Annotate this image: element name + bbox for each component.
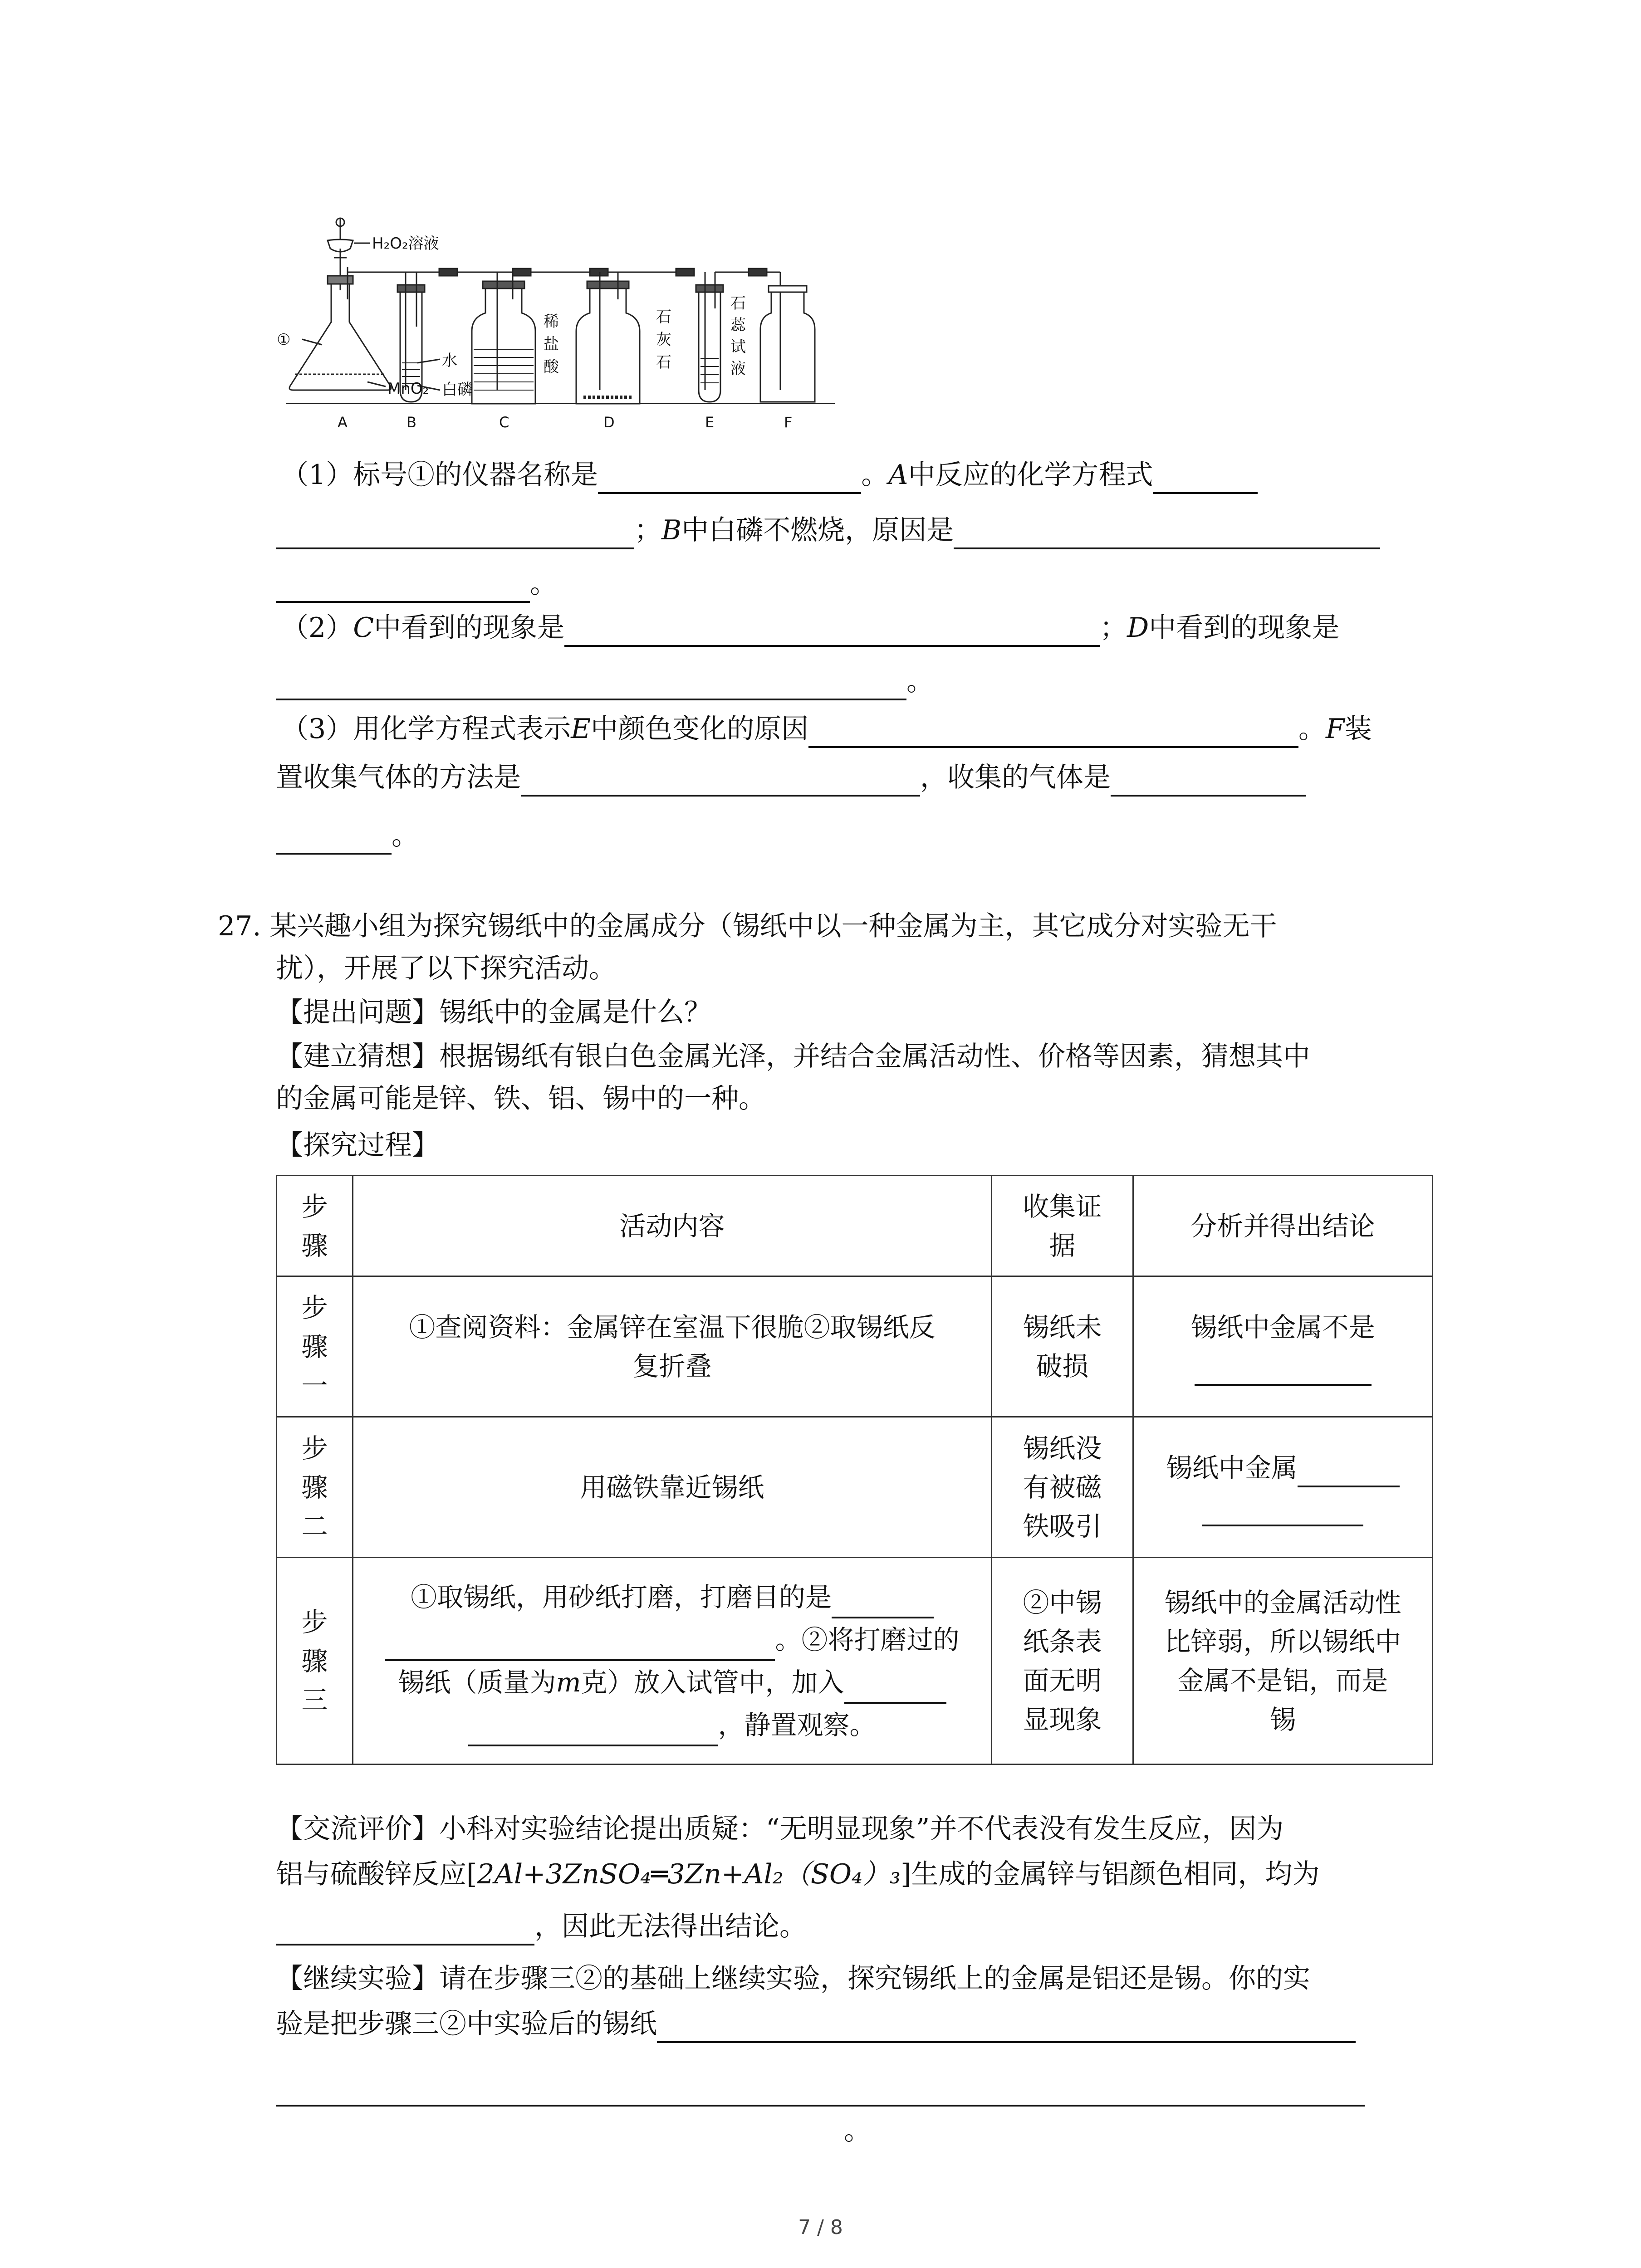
q27-hypothesis-line1: 【建立猜想】根据锡纸有银白色金属光泽，并结合金属活动性、价格等因素，猜想其中	[276, 1041, 1310, 1072]
table-header-row	[277, 1176, 1433, 1276]
marker-1-label: ①	[277, 331, 291, 349]
q26-part3-line2: 置收集气体的方法是 ，收集的气体是	[276, 758, 1306, 797]
header-content: 活动内容	[353, 1176, 992, 1276]
label-c: C	[499, 414, 509, 431]
q26-part2-line2: 。	[276, 662, 934, 700]
label-e: E	[705, 414, 715, 431]
answer-blank-gas-cont[interactable]	[276, 825, 392, 855]
process-table	[276, 1175, 1433, 1765]
answer-blank-reagent-cont[interactable]	[468, 1718, 718, 1746]
answer-blank-equation-a-cont[interactable]	[276, 519, 634, 549]
bottle-c	[472, 286, 535, 404]
answer-blank-polish-purpose-cont[interactable]	[385, 1633, 775, 1661]
acid-label-3: 酸	[544, 358, 559, 376]
acid-label-1: 稀	[544, 313, 559, 331]
q26-part1-line1: （1）标号①的仪器名称是 。A中反应的化学方程式	[281, 456, 1258, 494]
answer-blank-gas[interactable]	[1111, 767, 1306, 797]
step-three-content: ①取锡纸，用砂纸打磨，打磨目的是 。②将打磨过的 锡纸（质量为m克）放入试管中，加入 ，静置观察。	[353, 1558, 992, 1765]
limestone-label-2: 灰	[656, 331, 671, 349]
mno2-label: MnO₂	[387, 380, 429, 398]
step-two-cell: 步 骤 二	[277, 1417, 353, 1558]
litmus-label-2: 蕊	[730, 316, 746, 334]
step-two-content: 用磁铁靠近锡纸	[353, 1417, 992, 1558]
q26-part1-line3: 。	[276, 565, 557, 603]
step-three-conclusion: 锡纸中的金属活动性 比锌弱，所以锡纸中 金属不是铝，而是 锡	[1133, 1558, 1433, 1765]
water-label: 水	[442, 352, 457, 370]
answer-blank-color[interactable]	[276, 1916, 534, 1945]
label-b: B	[407, 414, 416, 431]
q27-evaluation-line3: ，因此无法得出结论。	[276, 1907, 807, 1945]
answer-blank-e-equation[interactable]	[808, 718, 1298, 748]
answer-blank-phosphorus-reason[interactable]	[954, 519, 1380, 549]
h2o2-label: H₂O₂溶液	[372, 235, 439, 253]
answer-blank-not-metal[interactable]	[1195, 1358, 1372, 1386]
acid-label-2: 盐	[544, 335, 559, 353]
q26-part3-line3: 。	[276, 816, 419, 855]
label-a: A	[338, 414, 348, 431]
q26-part1-line2: ；B中白磷不燃烧，原因是	[276, 511, 1380, 549]
answer-blank-collection-method[interactable]	[521, 767, 920, 797]
litmus-label-3: 试	[730, 338, 746, 356]
answer-blank-polish-purpose[interactable]	[832, 1590, 934, 1618]
litmus-label-4: 液	[730, 360, 746, 378]
step-one-content: ①查阅资料：金属锌在室温下很脆②取锡纸反 复折叠	[353, 1276, 992, 1417]
step-two-evidence: 锡纸没 有被磁 铁吸引	[992, 1417, 1133, 1558]
step-one-conclusion: 锡纸中金属不是	[1133, 1276, 1433, 1417]
q27-evaluation-line1: 【交流评价】小科对实验结论提出质疑：“无明显现象”并不代表没有发生反应，因为	[276, 1813, 1284, 1845]
header-evidence: 收集证 据	[992, 1176, 1133, 1276]
label-f: F	[784, 414, 793, 431]
limestone-label-3: 石	[656, 353, 671, 371]
answer-blank-reagent[interactable]	[844, 1676, 946, 1704]
answer-blank-d-phenomenon[interactable]	[276, 670, 906, 700]
q27-evaluation-line2: 铝与硫酸锌反应[2Al+3ZnSO₄═3Zn+Al₂（SO₄）₃]生成的金属锌与铝颜色相同，均为	[276, 1858, 1320, 1890]
q27-continue-line2: 验是把步骤三②中实验后的锡纸	[276, 2005, 1356, 2043]
table-row	[277, 1558, 1433, 1765]
answer-blank-experiment[interactable]	[657, 2013, 1356, 2043]
table-row	[277, 1417, 1433, 1558]
table-row	[277, 1276, 1433, 1417]
answer-blank-experiment-cont[interactable]	[276, 2077, 1365, 2107]
answer-blank-metal-a[interactable]	[1298, 1459, 1400, 1487]
q26-part3-line1: （3）用化学方程式表示E中颜色变化的原因 。F装	[281, 710, 1372, 748]
page-number: 7 / 8	[798, 2216, 843, 2239]
step-three-cell: 步 骤 三	[277, 1558, 353, 1765]
q27-process-title: 【探究过程】	[276, 1129, 439, 1161]
header-step: 步 骤	[277, 1176, 353, 1276]
q27-question: 【提出问题】锡纸中的金属是什么？	[276, 997, 711, 1028]
q27-continue-line3	[276, 2068, 1365, 2107]
litmus-label-1: 石	[730, 294, 746, 313]
limestone-label-1: 石	[656, 308, 671, 326]
step-three-evidence: ②中锡 纸条表 面无明 显现象	[992, 1558, 1133, 1765]
answer-blank-metal-b[interactable]	[1202, 1498, 1363, 1526]
label-d: D	[603, 414, 615, 431]
apparatus-diagram	[277, 213, 848, 458]
answer-blank-phosphorus-reason-cont[interactable]	[276, 573, 530, 603]
q26-part2-line1: （2）C中看到的现象是 ；D中看到的现象是	[281, 609, 1339, 647]
answer-blank-instrument[interactable]	[598, 464, 861, 494]
q27-continue-end: 。	[844, 2115, 871, 2146]
step-two-conclusion: 锡纸中金属	[1133, 1417, 1433, 1558]
bottle-d	[576, 286, 640, 404]
step-one-evidence: 锡纸未 破损	[992, 1276, 1133, 1417]
header-conclusion: 分析并得出结论	[1133, 1176, 1433, 1276]
white-phosphorus-label: 白磷	[442, 381, 473, 399]
chemical-equation: 2Al+3ZnSO₄═3Zn+Al₂（SO₄）₃	[477, 1858, 901, 1890]
step-one-cell: 步 骤 一	[277, 1276, 353, 1417]
q27-intro-line2: 扰），开展了以下探究活动。	[276, 953, 616, 984]
answer-blank-equation-a[interactable]	[1153, 464, 1258, 494]
test-tube-e	[699, 290, 720, 402]
q27-continue-line1: 【继续实验】请在步骤三②的基础上继续实验，探究锡纸上的金属是铝还是锡。你的实	[276, 1963, 1310, 1994]
question-number: 27.	[218, 910, 261, 942]
q27-hypothesis-line2: 的金属可能是锌、铁、铝、锡中的一种。	[276, 1083, 766, 1114]
answer-blank-c-phenomenon[interactable]	[564, 617, 1100, 647]
q27-intro-line1: 27. 某兴趣小组为探究锡纸中的金属成分（锡纸中以一种金属为主，其它成分对实验无干	[218, 910, 1277, 942]
